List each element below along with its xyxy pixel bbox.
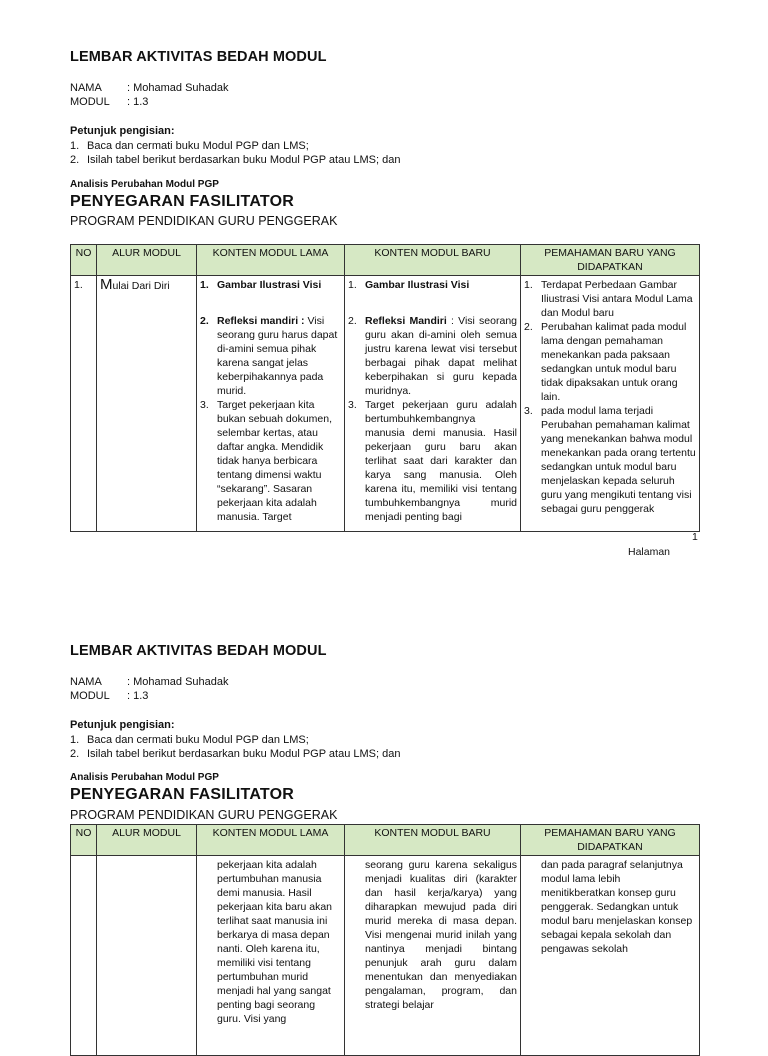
page-number: 1	[692, 531, 698, 543]
instructions-heading: Petunjuk pengisian:	[70, 719, 175, 731]
analysis-subheading: Analisis Perubahan Modul PGP	[70, 179, 219, 190]
document-title: LEMBAR AKTIVITAS BEDAH MODUL	[70, 49, 327, 65]
cell-pemahaman: dan pada paragraf selanjutnya modul lama lebih menitikberatkan konsep guru penggerak. Sedangkan untuk modul baru menjelaskan konsep sebagai kepala sekolah dan pengawas sekolah	[521, 856, 700, 1056]
module-label: MODUL	[70, 96, 110, 108]
name-label: NAMA	[70, 82, 102, 94]
table-row	[71, 856, 700, 1056]
header-alur-modul: ALUR MODUL	[97, 825, 197, 856]
instructions-list	[70, 733, 400, 761]
module-analysis-table	[70, 244, 700, 532]
header-konten-baru: KONTEN MODUL BARU	[345, 825, 521, 856]
instructions-heading: Petunjuk pengisian:	[70, 125, 175, 137]
module-value: : 1.3	[127, 690, 149, 702]
document-title: LEMBAR AKTIVITAS BEDAH MODUL	[70, 643, 327, 659]
header-konten-baru: KONTEN MODUL BARU	[345, 245, 521, 276]
list-item: 2. Refleksi Mandiri : Visi seorang guru akan di-amini oleh semua justru karena lewat visi tersebut berbagai pihak dapat melihat keberpihakan si guru kepada muridnya.	[348, 315, 517, 397]
cell-pemahaman	[521, 276, 700, 532]
page-label: Halaman	[628, 546, 671, 558]
cell-konten-baru	[345, 276, 521, 532]
module-line	[70, 689, 148, 703]
header-alur-modul: ALUR MODUL	[97, 245, 197, 276]
list-item: 2. Refleksi mandiri : Visi seorang guru harus dapat di-amini semua pihak karena sangat jelas keberpihakannya pada murid.	[200, 315, 338, 397]
table-header-row	[71, 245, 700, 276]
cell-konten-lama: pekerjaan kita adalah pertumbuhan manusia demi manusia. Hasil pekerjaan kita baru akan terlihat saat manusia ini berkarya di masa depan nanti. Oleh karena itu, memiliki visi tentang pertumbuhan murid menjadi hal yang sangat penting bagi seorang guru. Visi yang	[197, 856, 345, 1056]
header-pemahaman: PEMAHAMAN BARU YANG DIDAPATKAN	[521, 245, 700, 276]
header-konten-lama: KONTEN MODUL LAMA	[197, 825, 345, 856]
name-value: : Mohamad Suhadak	[127, 676, 229, 688]
list-item: 3. pada modul lama terjadi Perubahan pemahaman kalimat yang menekankan bahwa modul menekankan pada orang tertentu sedangkan untuk modul baru menjelaskan kepada seluruh guru yang mengikuti tentang visi sebagai guru penggerak	[524, 405, 696, 515]
name-label: NAMA	[70, 676, 102, 688]
cell-alur-modul: Mulai Dari Diri	[97, 276, 197, 532]
list-item: 3. Target pekerjaan guru adalah bertumbuhkembangnya manusia demi manusia. Hasil pekerjaan guru baru akan terlihat saat dari karakter dan karya sang manusia. Oleh karena itu, memiliki visi tentang tumbuhkembangnya murid menjadi penting bagi	[348, 399, 517, 523]
cell-alur-modul	[97, 856, 197, 1056]
table-row	[71, 276, 700, 532]
module-line	[70, 95, 148, 109]
analysis-subheading: Analisis Perubahan Modul PGP	[70, 772, 219, 783]
main-heading: PENYEGARAN FASILITATOR	[70, 193, 294, 210]
header-pemahaman: PEMAHAMAN BARU YANG DIDAPATKAN	[521, 825, 700, 856]
module-label: MODUL	[70, 690, 110, 702]
list-item: 1. Gambar Ilustrasi Visi	[348, 279, 470, 291]
header-no: NO	[71, 825, 97, 856]
name-line	[70, 675, 229, 689]
document-page-2	[0, 595, 768, 1024]
cell-konten-baru: seorang guru karena sekaligus menjadi kualitas diri (karakter dan hasil kerja/karya) yang diharapkan mewujud pada diri murid mereka di masa depan. Visi mengenai murid inilah yang nantinya menjadi bintang penunjuk arah guru dalam menentukan dan menyediakan pengalaman, program, dan strategi belajar	[345, 856, 521, 1056]
list-item: 2. Perubahan kalimat pada modul lama dengan pemahaman menekankan pada paksaan sedangkan untuk modul baru tidak dipaksakan untuk orang lain.	[524, 321, 687, 403]
list-item: 1. Gambar Ilustrasi Visi	[200, 279, 322, 291]
cell-no	[71, 856, 97, 1056]
header-konten-lama: KONTEN MODUL LAMA	[197, 245, 345, 276]
list-item: 1. Terdapat Perbedaan Gambar Iliustrasi Visi antara Modul Lama dan Modul baru	[524, 279, 693, 319]
name-value: : Mohamad Suhadak	[127, 82, 229, 94]
cell-no: 1.	[71, 276, 97, 532]
instruction-item: 1. Baca dan cermati buku Modul PGP dan LMS;	[70, 734, 309, 746]
instruction-item: 1. Baca dan cermati buku Modul PGP dan LMS;	[70, 140, 309, 152]
instruction-item: 2. Isilah tabel berikut berdasarkan buku Modul PGP atau LMS; dan	[70, 154, 401, 166]
program-heading: PROGRAM PENDIDIKAN GURU PENGGERAK	[70, 808, 338, 822]
header-no: NO	[71, 245, 97, 276]
main-heading: PENYEGARAN FASILITATOR	[70, 786, 294, 803]
table-header-row	[71, 825, 700, 856]
module-analysis-table	[70, 824, 700, 1056]
list-item: 3. Target pekerjaan kita bukan sebuah dokumen, selembar kertas, atau daftar angka. Mendidik tidak hanya berbicara tentang dimensi waktu “sekarang”. Sasaran pekerjaan kita adalah manusia. Target	[200, 399, 333, 523]
module-value: : 1.3	[127, 96, 149, 108]
instructions-list	[70, 139, 400, 167]
name-line	[70, 81, 229, 95]
instruction-item: 2. Isilah tabel berikut berdasarkan buku Modul PGP atau LMS; dan	[70, 748, 401, 760]
program-heading: PROGRAM PENDIDIKAN GURU PENGGERAK	[70, 214, 338, 228]
cell-konten-lama	[197, 276, 345, 532]
